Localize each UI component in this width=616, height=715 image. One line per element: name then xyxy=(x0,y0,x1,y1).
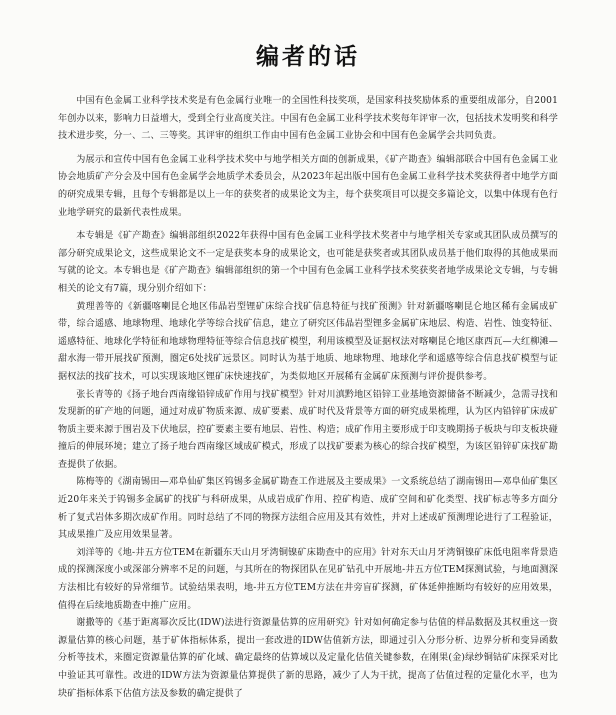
paragraph-paper-4: 刘洋等的《地-井五方位TEM在新疆东天山月牙湾铜镍矿床勘查中的应用》针对东天山月牙湾铜镍矿床低电阻率背景造成的探测深度小或深部分辨率不足的问题，与其所在的物探团队在见矿钻孔中开展地-井五方位TEM探测试验，与地面测深方法相比有较好的异常细节。试验结果表明，地-井五方位TEM方法在井旁盲矿探测，矿体延伸推断均有较好的应用效果，值得在后续地质勘查中推广应用。 xyxy=(58,547,558,611)
paragraph-paper-2: 张长青等的《扬子地台西南缘铅锌成矿作用与找矿模型》针对川滇黔地区铅锌工业基地资源储备不断减少，急需寻找和发现新的矿产地的问题，通过对成矿物质来源、成矿要素、成矿时代及背景等方面的研究成果梳理，认为区内铅锌矿床成矿物质主要来源于围岩及下伏地层，控矿要素主要有地层、岩性、构造；成矿作用主要形成于印支晚期扬子板块与印支板块碰撞后的伸展环境；建立了扬子地台西南缘区域成矿模式，形成了以找矿要素为核心的综合找矿模型，为该区铅锌矿床找矿勘查提供了依据。 xyxy=(58,389,558,470)
paragraph-paper-3: 陈梅等的《湖南锡田—邓阜仙矿集区钨锡多金属矿勘查工作进展及主要成果》一文系统总结了湖南锡田—邓阜仙矿集区近20年来关于钨锡多金属矿的找矿与科研成果，从成岩成矿作用、控矿构造、成矿空间和矿化类型、找矿标志等多方面分析了复式岩体多期次成矿作用。同时总结了不同的物探方法组合应用及其有效性，并对上述成矿预测理论进行了工程验证，其成果推广及应用效果显著。 xyxy=(58,477,559,541)
page-title: 编者的话 xyxy=(256,44,360,70)
paragraph-special-issue: 为展示和宣传中国有色金属工业科学技术奖中与地学相关方面的创新成果，《矿产勘查》编辑部联合中国有色金属工业协会地质矿产分会及中国有色金属学会地质学术委员会，从2023年起出版中国有色金属工业科学技术奖获得者中地学方面的研究成果专辑，且每个专辑都是以上一年的获奖者的成果论文为主，每个获奖项目可以提交多篇论文，以集中体现有色行业地学研究的最新代表性成果。 xyxy=(58,154,558,218)
paragraph-paper-5: 谢撒等的《基于距离幂次反比(IDW)法进行资源量估算的应用研究》针对如何确定参与估值的样品数据及其权重这一资源量估算的核心问题，基于矿体指标体系，提出一套改进的IDW估值新方法，即通过引入分形分析、边界分析和变异函数分析等技术，来圈定资源量估算的矿化域、确定最终的估算域以及定量化估值关键参数，在刚果(金)绿纱铜钴矿床探采对比中验证其可靠性。改进的IDW方法为资源量估算提供了新的思路，减少了人为干扰，提高了估值过程的定量化水平，也为块矿指标体系下估值方法及参数的确定提供了 xyxy=(58,618,558,699)
paragraph-intro: 中国有色金属工业科学技术奖是有色金属行业唯一的全国性科技奖项，是国家科技奖励体系的重要组成部分，自2001年创办以来，影响力日益增大，受到全行业高度关注。中国有色金属工业科学技术奖每年评审一次，包括技术发明奖和科学技术进步奖，分一、二、三等奖。其评审的组织工作由中国有色金属工业协会和中国有色金属学会共同负责。 xyxy=(58,96,558,142)
paragraph-this-issue: 本专辑是《矿产勘查》编辑部组织2022年获得中国有色金属工业科学技术奖者中与地学相关专家或其团队成员撰写的部分研究成果论文，这些成果论文不一定是获奖本身的成果论文，也可能是获奖者或其团队成员基于他们取得的其他成果而写就的论文。本专辑也是《矿产勘查》编辑部组织的第一个中国有色金属工业科学技术奖获奖者地学成果论文专辑，与专辑相关的论文有7篇，现分别介绍如下： xyxy=(58,231,558,294)
paragraph-paper-1: 黄理善等的《新疆喀喇昆仑地区伟晶岩型锂矿床综合找矿信息特征与找矿预测》针对新疆喀喇昆仑地区稀有金属成矿带，综合遥感、地球物理、地球化学等综合找矿信息，建立了研究区伟晶岩型锂多金属矿床地层、构造、岩性、蚀变特征、遥感特征、地球化学特征和地球物理特征等综合信息找矿模型，利用该模型及证据权法对喀喇昆仑地区康西瓦—大红柳滩—甜水海一带开展找矿预测，圈定6处找矿远景区。同时认为基于地质、地球物理、地球化学和遥感等综合信息找矿模型与证据权法的找矿技术，可以实现该地区锂矿床快速找矿，为类似地区开展稀有金属矿床预测与评价提供参考。 xyxy=(58,301,558,382)
